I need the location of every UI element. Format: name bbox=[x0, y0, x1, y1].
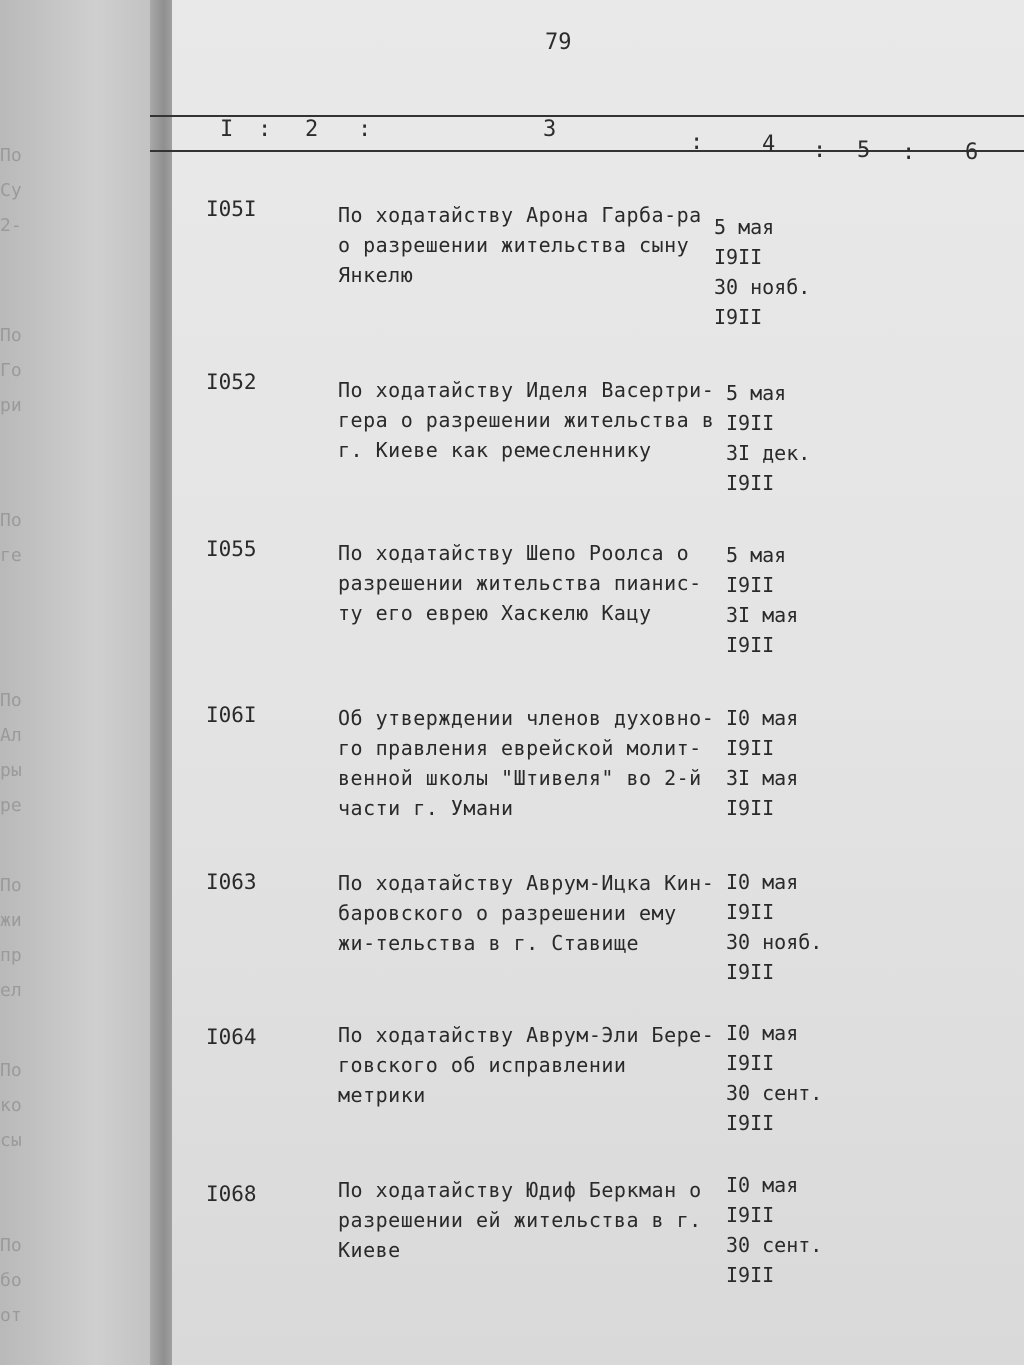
entry-number: I064 bbox=[206, 1025, 257, 1049]
date-start-day: I0 мая bbox=[726, 870, 799, 894]
entry-description: Об утверждении членов духовно-го правления еврейской молит-венной школы "Штивеля" во 2-й части г. Умани bbox=[338, 706, 715, 820]
header-rule-bottom bbox=[150, 150, 1024, 152]
margin-fragment: ко bbox=[0, 1095, 22, 1116]
column-header: : bbox=[813, 138, 827, 163]
column-header: 2 bbox=[305, 117, 319, 142]
column-header: : bbox=[358, 117, 372, 142]
margin-fragment: По bbox=[0, 510, 22, 531]
date-start-year: I9II bbox=[726, 736, 775, 760]
date-end-day: 3I мая bbox=[726, 766, 799, 790]
page-number: 79 bbox=[545, 30, 572, 55]
column-header: : bbox=[690, 130, 704, 155]
date-start-day: 5 мая bbox=[726, 543, 787, 567]
entry-dates bbox=[726, 703, 846, 823]
date-start-year: I9II bbox=[714, 245, 763, 269]
margin-fragment: По bbox=[0, 1235, 22, 1256]
entry-description: По ходатайству Иделя Васертри-гера о разрешении жительства в г. Киеве как ремесленнику bbox=[338, 378, 715, 462]
margin-fragment: По bbox=[0, 690, 22, 711]
entry-number: I055 bbox=[206, 537, 257, 561]
date-start-year: I9II bbox=[726, 573, 775, 597]
column-header: 5 bbox=[857, 138, 871, 163]
date-start-day: I0 мая bbox=[726, 706, 799, 730]
column-header: 4 bbox=[762, 132, 776, 157]
margin-fragment: Су bbox=[0, 180, 22, 201]
margin-fragment: ре bbox=[0, 795, 22, 816]
margin-fragment: бо bbox=[0, 1270, 22, 1291]
margin-fragment: Ал bbox=[0, 725, 22, 746]
entry-number: I052 bbox=[206, 370, 257, 394]
entry-dates bbox=[726, 1170, 846, 1290]
entry-dates bbox=[726, 1018, 846, 1138]
date-start-year: I9II bbox=[726, 1051, 775, 1075]
date-end-year: I9II bbox=[726, 796, 775, 820]
margin-fragment: ге bbox=[0, 545, 22, 566]
entry-description: По ходатайству Арона Гарба-ра о разрешении жительства сыну Янкелю bbox=[338, 203, 702, 287]
margin-fragment: Го bbox=[0, 360, 22, 381]
margin-fragment: сы bbox=[0, 1130, 22, 1151]
entry-description: По ходатайству Аврум-Эли Бере-говского об исправлении метрики bbox=[338, 1023, 715, 1107]
date-end-day: 30 нояб. bbox=[726, 930, 823, 954]
entry-number: I068 bbox=[206, 1182, 257, 1206]
entry-dates bbox=[714, 212, 834, 332]
date-end-day: 30 сент. bbox=[726, 1233, 823, 1257]
margin-fragment: от bbox=[0, 1305, 22, 1326]
date-start-year: I9II bbox=[726, 900, 775, 924]
date-end-day: 30 нояб. bbox=[714, 275, 811, 299]
entry-number: I063 bbox=[206, 870, 257, 894]
date-start-day: 5 мая bbox=[726, 381, 787, 405]
date-end-year: I9II bbox=[714, 305, 763, 329]
date-end-year: I9II bbox=[726, 633, 775, 657]
date-end-year: I9II bbox=[726, 1263, 775, 1287]
margin-fragment: ры bbox=[0, 760, 22, 781]
date-start-year: I9II bbox=[726, 1203, 775, 1227]
header-rule-top bbox=[150, 115, 1024, 117]
column-header: : bbox=[258, 117, 272, 142]
entry-description: По ходатайству Шепо Роолса о разрешении жительства пианис-ту его еврею Хаскелю Кацу bbox=[338, 541, 702, 625]
margin-fragment: ел bbox=[0, 980, 22, 1001]
margin-fragment: По bbox=[0, 145, 22, 166]
date-start-day: I0 мая bbox=[726, 1173, 799, 1197]
date-end-year: I9II bbox=[726, 1111, 775, 1135]
margin-fragment: 2- bbox=[0, 215, 22, 236]
date-end-day: 3I дек. bbox=[726, 441, 811, 465]
margin-fragment: По bbox=[0, 325, 22, 346]
column-header: 3 bbox=[543, 117, 557, 142]
date-start-day: 5 мая bbox=[714, 215, 775, 239]
column-header: I bbox=[220, 117, 234, 142]
entry-description: По ходатайству Юдиф Беркман о разрешении ей жительства в г. Киеве bbox=[338, 1178, 702, 1262]
date-end-day: 30 сент. bbox=[726, 1081, 823, 1105]
margin-fragment: пр bbox=[0, 945, 22, 966]
date-start-day: I0 мая bbox=[726, 1021, 799, 1045]
entry-number: I06I bbox=[206, 703, 257, 727]
entry-dates bbox=[726, 867, 846, 987]
column-header: 6 bbox=[965, 140, 979, 165]
column-header: : bbox=[902, 140, 916, 165]
left-page bbox=[0, 0, 175, 1365]
entry-description: По ходатайству Аврум-Ицка Кин-баровского о разрешении ему жи-тельства в г. Ставище bbox=[338, 871, 715, 955]
margin-fragment: жи bbox=[0, 910, 22, 931]
entry-dates bbox=[726, 540, 846, 660]
date-end-day: 3I мая bbox=[726, 603, 799, 627]
entry-number: I05I bbox=[206, 197, 257, 221]
margin-fragment: По bbox=[0, 875, 22, 896]
margin-fragment: ри bbox=[0, 395, 22, 416]
margin-fragment: По bbox=[0, 1060, 22, 1081]
date-end-year: I9II bbox=[726, 960, 775, 984]
date-start-year: I9II bbox=[726, 411, 775, 435]
date-end-year: I9II bbox=[726, 471, 775, 495]
entry-dates bbox=[726, 378, 846, 498]
